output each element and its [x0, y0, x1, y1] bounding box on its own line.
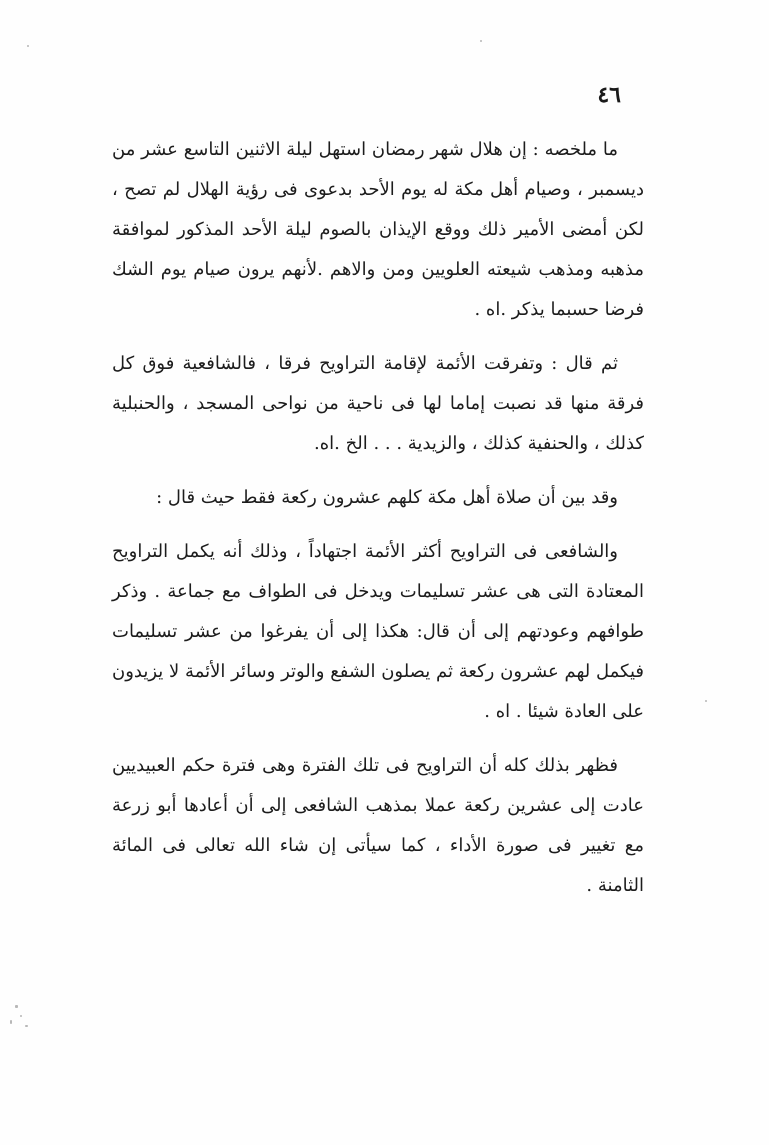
- paragraph-summary: ما ملخصه : إن هلال شهر رمضان استهل ليلة الاثنين التاسع عشر من ديسمبر ، وصيام أهل مكة له يوم الأحد بدعوى فى رؤية الهلال لم تصح ، لكن أمضى الأمير ذلك ووقع الإيذان بالصوم ليلة الأحد المذكور لموافقة مذهبه ومذهب شيعته العلويين ومن والاهم .لأنهم يرون صيام يوم الشك فرضا حسبما يذكر .اه .: [112, 139, 644, 320]
- scan-speck: [10, 1020, 12, 1024]
- scan-speck: [25, 1025, 28, 1027]
- paragraph-tarawih-groups: ثم قال : وتفرقت الأئمة لإقامة التراويح فرقا ، فالشافعية فوق كل فرقة منها قد نصبت إماما لها فى ناحية من نواحى المسجد ، والحنبلية كذلك ، والحنفية كذلك ، والزيدية . . . الخ .اه.: [112, 353, 644, 454]
- scan-speck: [705, 700, 707, 702]
- page-body: [112, 130, 644, 920]
- page-number: ٤٦: [597, 82, 621, 108]
- scan-speck: [20, 1015, 22, 1017]
- scan-speck: [15, 1005, 18, 1008]
- scan-speck: [480, 40, 482, 42]
- paragraph-twenty-rakaat: وقد بين أن صلاة أهل مكة كلهم عشرون ركعة فقط حيث قال :: [156, 487, 618, 508]
- paragraph-conclusion: فظهر بذلك كله أن التراويح فى تلك الفترة وهى فترة حكم العبيديين عادت إلى عشرين ركعة عملا بمذهب الشافعى إلى أن أعادها أبو زرعة مع تغيير فى صورة الأداء ، كما سيأتى إن شاء الله تعالى فى المائة الثامنة .: [112, 755, 644, 896]
- paragraph-shafii-quote: والشافعى فى التراويح أكثر الأئمة اجتهاداً ، وذلك أنه يكمل التراويح المعتادة التى هى عشر تسليمات ويدخل فى الطواف مع جماعة . وذكر طوافهم وعودتهم إلى أن قال: هكذا إلى أن يفرغوا من عشر تسليمات فيكمل لهم عشرون ركعة ثم يصلون الشفع والوتر وسائر الأئمة لا يزيدون على العادة شيئا . اه .: [112, 541, 644, 722]
- scan-speck: [27, 45, 29, 47]
